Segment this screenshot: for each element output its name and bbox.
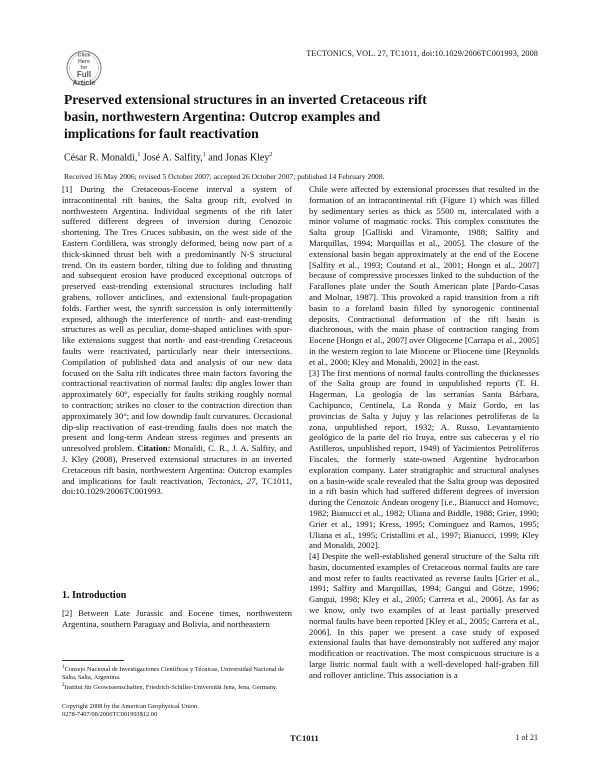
p3-marker: [4] — [309, 551, 320, 562]
title-line-3: implications for fault reactivation — [64, 125, 259, 141]
author-2-affil: 1 — [202, 152, 206, 158]
abstract-text: During the Cretaceous-Eocene interval a system of intracontinental rift basins, the Salta group rift, evolved in northwestern Argentina. Individual segments of the rift later suffered different degrees of inversion during Cenozoic shortening. The Tres Cruces subbasin, on the west side of the Eastern Cordillera, was strongly deformed, being now part of a thick-skinned thrust belt with a predominantly N-S structural trend. On its eastern border, tilting due to folding and thrusting and subsequent erosion have produced exceptional outcrops of preserved east-trending extensional structures including half grabens, rollover anticlines, and extensional fault-propagation folds. Farther west, the synrift succession is only intermittently exposed, although the interference of north- and east-trending structures as well as peculiar, dome-shaped anticlines with spur-like extensions suggest that north- and east-trending Cretaceous faults were reactivated, particularly near their intersections. Compilation of published data and analysis of our new data focused on the Salta rift indicates three main factors favoring the contractional reactivation of normal faults: dip angles lower than approximately 60°, especially for faults striking roughly normal to contraction; strikes no closer to the contraction direction than approximately 30°; and low downdip fault curvatures. Occasional dip-slip reactivation of east-trending faults does not match the present and long-term Andean stress regimes and presents an unresolved problem. — [62, 184, 292, 454]
author-1-affil: 1 — [137, 152, 141, 158]
footnote-1 — [62, 664, 292, 682]
badge-line-3: for — [80, 65, 88, 71]
running-head: TECTONICS, VOL. 27, TC1011, doi:10.1029/2006TC001993, 2008 — [306, 49, 538, 58]
affiliation-footnotes — [62, 664, 292, 692]
citation-text: Monaldi, C. R., J. A. Salfity, and J. Kley (2008), Preserved extensional structures in an inverted Cretaceous rift basin, northwestern Argentina: Outcrop examples and implications for fault reactivation, — [62, 443, 292, 486]
author-list — [64, 152, 272, 163]
page-number: 1 of 21 — [515, 733, 538, 742]
right-paragraph-2 — [309, 368, 539, 552]
right-paragraph-3 — [309, 551, 539, 681]
title-line-1: Preserved extensional structures in an inverted Cretaceous rift — [64, 92, 427, 107]
abstract-marker: [1] — [62, 184, 73, 194]
author-2: José A. Salfity, — [140, 152, 203, 164]
right-paragraph-1: Chile were affected by extensional processes that resulted in the formation of an intracontinental rift (Figure 1) which was filled by sedimentary series as thick as 5500 m, intercalated with a minor volume of magmatic rocks. This complex constitutes the Salta group [Galliski and Viramonte, 1988; Salfity and Marquillas, 1994; Marquillas et al., 2005]. The closure of the extensional basin began approximately at the end of the Eocene [Salfity et al., 1993; Coutand et al., 2001; Hongn et al., 2007] because of compressive processes linked to the subduction of the Farallones plate under the South American plate [Pardo-Casas and Molnar, 1987]. This provoked a rapid transition from a rift basin to a foreland basin filled by synorogenic continental deposits. Contractional deformation of the rift basin is diachronous, with the main phase of contraction ranging from Eocene [Hongn et al., 2007] over Oligocene [Carrapa et al., 2005] in the western region to late Miocene or Pliocene time [Reynolds et al., 2000; Kley and Monaldi, 2002] in the east. — [309, 184, 539, 367]
badge-line-1: Click — [77, 52, 91, 59]
title-line-2: basin, northwestern Argentina: Outcrop examples and — [64, 108, 381, 124]
author-3: and Jonas Kley — [205, 152, 270, 164]
badge-line-2: Here — [78, 59, 90, 65]
author-1: César R. Monaldi, — [64, 152, 138, 164]
article-title — [64, 92, 504, 142]
abstract — [62, 184, 292, 497]
intro-text: Between Late Jurassic and Eocene times, northwestern Argentina, southern Paraguay and Bolivia, and northeastern — [62, 608, 292, 629]
left-column — [62, 184, 292, 497]
p2-text: The first mentions of normal faults controlling the thicknesses of the Salta group are found in unpublished reports (T. H. Hagerman, La geología de las serranías Santa Bárbara, Cachipunco, Centinela, La Ronda y Maíz Gordo, en las provincias de Salta y Jujuy y las relaciones petrolíferas de la zona, unpublished report, 1932; A. Russo, Levantamiento geológico de la parte del río Iruya, entre sus cabeceras y el río Astilleros, unpublished report, 1949) of Yacimientos Petrolíferos Fiscales, the formerly state-owned Argentine hydrocarbon exploration company. Later stratigraphic and structural analyses on a basin-wide scale revealed that the Salta group was deposited in a rift basin which had suffered different degrees of inversion during the Cenozoic Andean orogeny [i.e., Bianucci and Homovc, 1982; Bianucci et al., 1982; Uliana and Biddle, 1988; Grier, 1990; Grier et al., 1991; Kress, 1995; Cominguez and Ramos, 1995; Uliana et al., 1995; Cristallini et al., 1997; Bianucci, 1999; Kley and Monaldi, 2002]. — [309, 367, 539, 551]
badge-line-4: Full — [76, 70, 92, 79]
copyright-line-2: 0278-7407/08/2006TC001993$12.00 — [62, 711, 158, 718]
p3-text: Despite the well-established general structure of the Salta rift basin, documented examples of Cretaceous normal faults are rare and most refer to faults reactivated as reverse faults [Grier et al., 1991; Salfity and Marquillas, 1994; Gangui and Götze, 1996; Gangui, 1998; Kley et al., 2005; Carrera et al., 2006]. As far as we know, only two examples of at least partially preserved normal faults have been reported [Kley et al., 2005; Carrera et al., 2006]. In this paper we present a case study of exposed extensional faults that have demonstrably not suffered any major modification or reactivation. The most conspicuous structure is a large listric normal fault with a well-developed half-graben fill and rollover anticline. This association is a — [309, 551, 539, 680]
footnote-1-marker: 1 — [62, 665, 65, 670]
footnote-2-text: Institut für Geowissenschaften, Friedrich-Schiller-Universität Jena, Jena, Germany. — [64, 684, 278, 692]
citation-end: TC1011, doi:10.1029/2006TC001993. — [62, 475, 293, 497]
badge-line-5: Article — [72, 78, 96, 87]
copyright-notice — [62, 703, 292, 719]
footnote-2-marker: 2 — [62, 683, 65, 689]
right-column — [309, 184, 539, 681]
introduction-paragraph — [62, 608, 292, 630]
citation-journal: Tectonics, 27, — [207, 475, 258, 486]
citation-label: Citation: — [134, 443, 171, 454]
publication-dates: Received 16 May 2006; revised 5 October 2007; accepted 26 October 2007; published 14 February 2008. — [64, 172, 385, 181]
copyright-line-1: Copyright 2008 by the American Geophysical Union. — [62, 703, 199, 710]
section-heading-introduction: 1. Introduction — [62, 590, 127, 601]
article-id: TC1011 — [290, 733, 319, 743]
p2-marker: [3] — [309, 367, 320, 378]
intro-marker: [2] — [62, 608, 73, 618]
footnote-2 — [62, 682, 292, 692]
author-3-affil: 2 — [269, 152, 273, 158]
footnote-divider — [62, 660, 124, 661]
footnote-1-text: Consejo Nacional de Investigaciones Científicas y Técnicas, Universidad Nacional de Salta, Salta, Argentina. — [62, 666, 285, 682]
